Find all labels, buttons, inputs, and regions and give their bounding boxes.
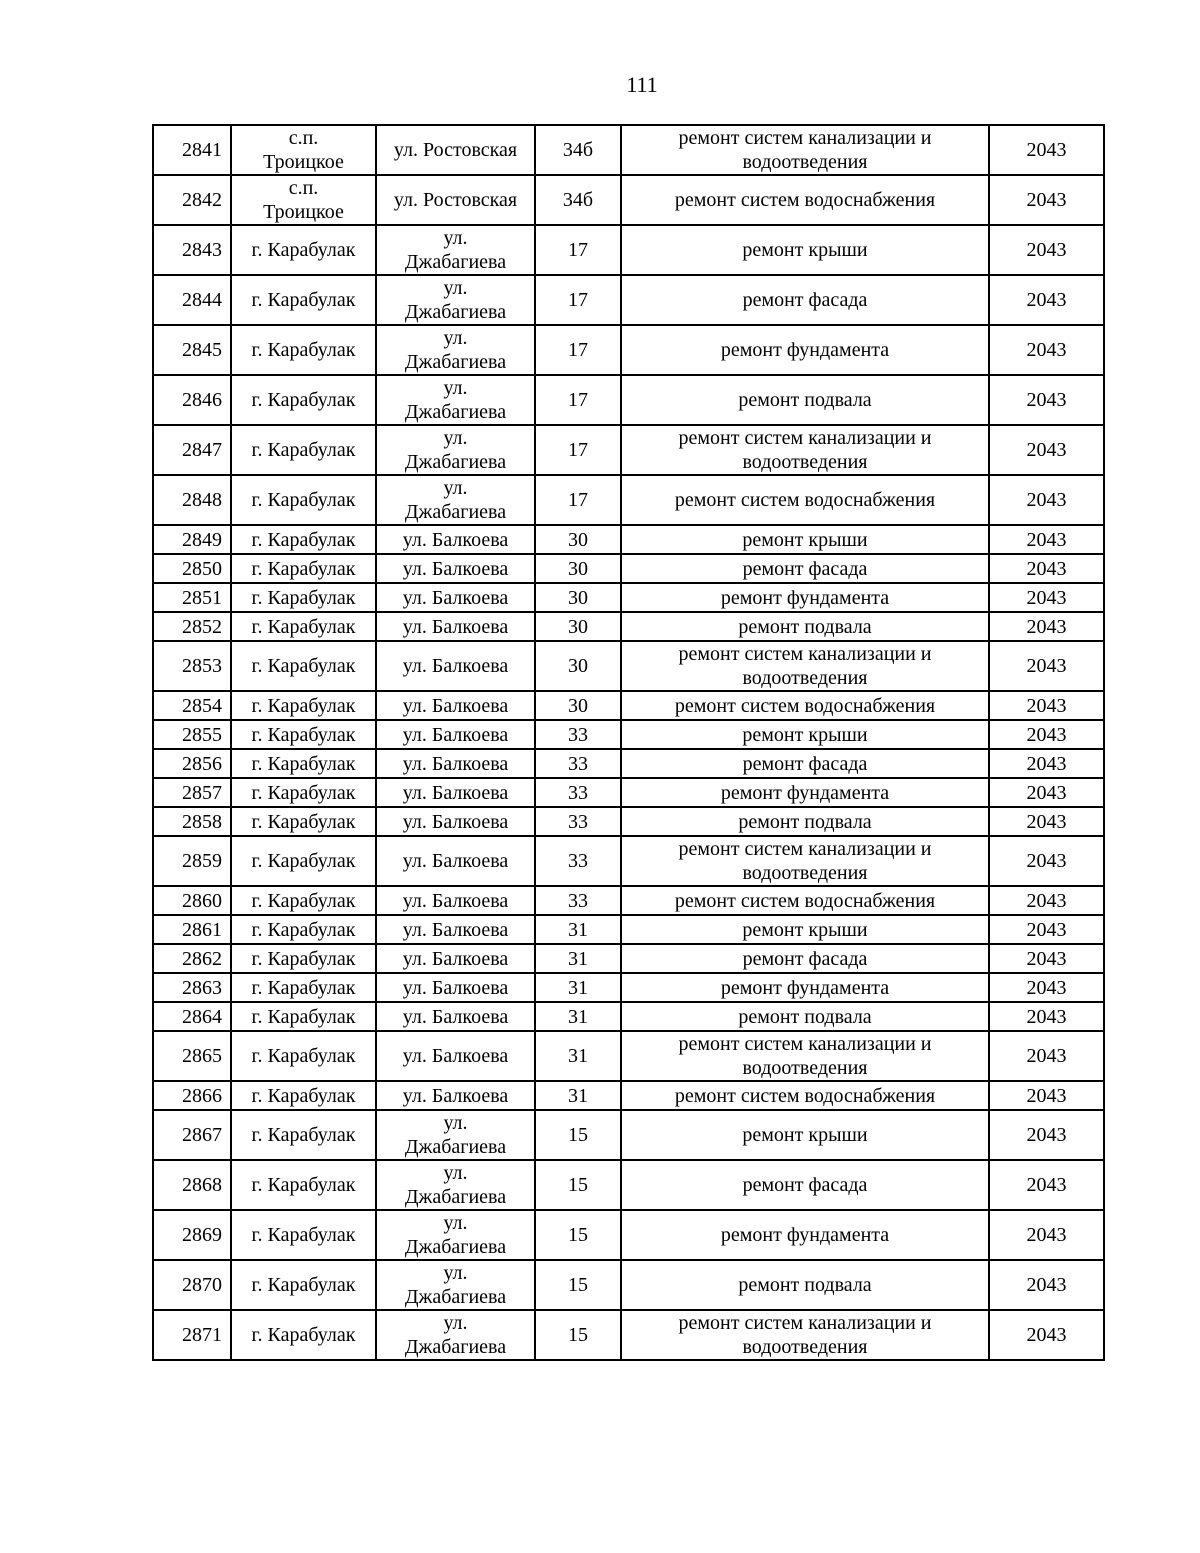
house-number-cell: 15 <box>535 1310 621 1360</box>
house-number-cell: 33 <box>535 886 621 915</box>
street-cell: ул. Джабагиева <box>376 475 535 525</box>
settlement-cell: г. Карабулак <box>231 1310 376 1360</box>
year-cell: 2043 <box>989 583 1104 612</box>
settlement-cell: г. Карабулак <box>231 915 376 944</box>
street-cell: ул. Джабагиева <box>376 325 535 375</box>
table-row <box>153 1081 1104 1110</box>
work-type-cell: ремонт фундамента <box>621 973 989 1002</box>
work-type-cell: ремонт систем канализации и водоотведения <box>621 425 989 475</box>
row-number: 2850 <box>153 554 231 583</box>
table-row <box>153 915 1104 944</box>
row-number: 2864 <box>153 1002 231 1031</box>
settlement-cell: г. Карабулак <box>231 1110 376 1160</box>
year-cell: 2043 <box>989 1002 1104 1031</box>
settlement-cell: г. Карабулак <box>231 807 376 836</box>
work-type-cell: ремонт фасада <box>621 1160 989 1210</box>
house-number-cell: 33 <box>535 749 621 778</box>
table-row <box>153 1031 1104 1081</box>
table-row <box>153 225 1104 275</box>
house-number-cell: 31 <box>535 1031 621 1081</box>
work-type-cell: ремонт крыши <box>621 915 989 944</box>
settlement-cell: г. Карабулак <box>231 425 376 475</box>
work-type-cell: ремонт систем водоснабжения <box>621 175 989 225</box>
table-row <box>153 275 1104 325</box>
row-number: 2858 <box>153 807 231 836</box>
house-number-cell: 17 <box>535 275 621 325</box>
table-row <box>153 886 1104 915</box>
house-number-cell: 30 <box>535 525 621 554</box>
street-cell: ул. Джабагиева <box>376 375 535 425</box>
street-cell: ул. Балкоева <box>376 583 535 612</box>
year-cell: 2043 <box>989 749 1104 778</box>
settlement-cell: г. Карабулак <box>231 944 376 973</box>
year-cell: 2043 <box>989 1260 1104 1310</box>
work-type-cell: ремонт систем водоснабжения <box>621 691 989 720</box>
year-cell: 2043 <box>989 807 1104 836</box>
street-cell: ул. Балкоева <box>376 691 535 720</box>
house-number-cell: 33 <box>535 720 621 749</box>
work-type-cell: ремонт фасада <box>621 944 989 973</box>
street-cell: ул. Ростовская <box>376 175 535 225</box>
house-number-cell: 17 <box>535 425 621 475</box>
table-row <box>153 554 1104 583</box>
row-number: 2871 <box>153 1310 231 1360</box>
table-row <box>153 973 1104 1002</box>
table-row <box>153 641 1104 691</box>
table-row <box>153 1210 1104 1260</box>
work-type-cell: ремонт систем водоснабжения <box>621 475 989 525</box>
street-cell: ул. Балкоева <box>376 1081 535 1110</box>
settlement-cell: г. Карабулак <box>231 691 376 720</box>
table-row <box>153 175 1104 225</box>
house-number-cell: 15 <box>535 1110 621 1160</box>
row-number: 2852 <box>153 612 231 641</box>
work-type-cell: ремонт фундамента <box>621 1210 989 1260</box>
house-number-cell: 31 <box>535 973 621 1002</box>
settlement-cell: г. Карабулак <box>231 973 376 1002</box>
street-cell: ул. Джабагиева <box>376 1160 535 1210</box>
row-number: 2847 <box>153 425 231 475</box>
settlement-cell: г. Карабулак <box>231 1081 376 1110</box>
street-cell: ул. Балкоева <box>376 641 535 691</box>
year-cell: 2043 <box>989 641 1104 691</box>
row-number: 2843 <box>153 225 231 275</box>
table-row <box>153 325 1104 375</box>
table-row <box>153 612 1104 641</box>
settlement-cell: г. Карабулак <box>231 836 376 886</box>
street-cell: ул. Балкоева <box>376 1002 535 1031</box>
work-type-cell: ремонт систем канализации и водоотведения <box>621 836 989 886</box>
settlement-cell: г. Карабулак <box>231 225 376 275</box>
street-cell: ул. Балкоева <box>376 886 535 915</box>
house-number-cell: 30 <box>535 691 621 720</box>
work-type-cell: ремонт подвала <box>621 375 989 425</box>
work-type-cell: ремонт фундамента <box>621 583 989 612</box>
year-cell: 2043 <box>989 1081 1104 1110</box>
work-type-cell: ремонт подвала <box>621 807 989 836</box>
repair-schedule-table <box>152 124 1105 1361</box>
settlement-cell: г. Карабулак <box>231 612 376 641</box>
year-cell: 2043 <box>989 973 1104 1002</box>
house-number-cell: 30 <box>535 583 621 612</box>
house-number-cell: 34б <box>535 125 621 175</box>
settlement-cell: с.п. Троицкое <box>231 175 376 225</box>
house-number-cell: 33 <box>535 836 621 886</box>
table-row <box>153 749 1104 778</box>
row-number: 2851 <box>153 583 231 612</box>
table-row <box>153 125 1104 175</box>
street-cell: ул. Джабагиева <box>376 1310 535 1360</box>
table-row <box>153 778 1104 807</box>
table-row <box>153 1160 1104 1210</box>
settlement-cell: г. Карабулак <box>231 778 376 807</box>
row-number: 2866 <box>153 1081 231 1110</box>
year-cell: 2043 <box>989 886 1104 915</box>
house-number-cell: 31 <box>535 915 621 944</box>
table-row <box>153 1002 1104 1031</box>
settlement-cell: г. Карабулак <box>231 1031 376 1081</box>
work-type-cell: ремонт фундамента <box>621 325 989 375</box>
table-row <box>153 836 1104 886</box>
work-type-cell: ремонт крыши <box>621 1110 989 1160</box>
street-cell: ул. Джабагиева <box>376 225 535 275</box>
street-cell: ул. Балкоева <box>376 612 535 641</box>
table-row <box>153 720 1104 749</box>
year-cell: 2043 <box>989 720 1104 749</box>
table-row <box>153 425 1104 475</box>
table-row <box>153 475 1104 525</box>
year-cell: 2043 <box>989 275 1104 325</box>
settlement-cell: г. Карабулак <box>231 886 376 915</box>
house-number-cell: 31 <box>535 1081 621 1110</box>
work-type-cell: ремонт систем водоснабжения <box>621 886 989 915</box>
settlement-cell: г. Карабулак <box>231 749 376 778</box>
street-cell: ул. Балкоева <box>376 915 535 944</box>
row-number: 2845 <box>153 325 231 375</box>
table-row <box>153 944 1104 973</box>
settlement-cell: г. Карабулак <box>231 375 376 425</box>
row-number: 2862 <box>153 944 231 973</box>
table-row <box>153 807 1104 836</box>
settlement-cell: г. Карабулак <box>231 475 376 525</box>
row-number: 2865 <box>153 1031 231 1081</box>
street-cell: ул. Балкоева <box>376 749 535 778</box>
settlement-cell: г. Карабулак <box>231 720 376 749</box>
page-number: 111 <box>626 72 658 97</box>
row-number: 2848 <box>153 475 231 525</box>
house-number-cell: 15 <box>535 1260 621 1310</box>
settlement-cell: г. Карабулак <box>231 1260 376 1310</box>
house-number-cell: 33 <box>535 778 621 807</box>
work-type-cell: ремонт подвала <box>621 612 989 641</box>
street-cell: ул. Балкоева <box>376 778 535 807</box>
row-number: 2841 <box>153 125 231 175</box>
year-cell: 2043 <box>989 915 1104 944</box>
street-cell: ул. Балкоева <box>376 1031 535 1081</box>
street-cell: ул. Ростовская <box>376 125 535 175</box>
house-number-cell: 34б <box>535 175 621 225</box>
row-number: 2870 <box>153 1260 231 1310</box>
house-number-cell: 15 <box>535 1210 621 1260</box>
house-number-cell: 30 <box>535 554 621 583</box>
settlement-cell: г. Карабулак <box>231 1210 376 1260</box>
year-cell: 2043 <box>989 1310 1104 1360</box>
year-cell: 2043 <box>989 778 1104 807</box>
house-number-cell: 30 <box>535 641 621 691</box>
house-number-cell: 17 <box>535 475 621 525</box>
house-number-cell: 31 <box>535 944 621 973</box>
work-type-cell: ремонт систем канализации и водоотведения <box>621 1310 989 1360</box>
house-number-cell: 33 <box>535 807 621 836</box>
street-cell: ул. Балкоева <box>376 554 535 583</box>
work-type-cell: ремонт подвала <box>621 1260 989 1310</box>
street-cell: ул. Балкоева <box>376 525 535 554</box>
year-cell: 2043 <box>989 225 1104 275</box>
row-number: 2860 <box>153 886 231 915</box>
year-cell: 2043 <box>989 475 1104 525</box>
work-type-cell: ремонт подвала <box>621 1002 989 1031</box>
table-row <box>153 583 1104 612</box>
street-cell: ул. Балкоева <box>376 807 535 836</box>
year-cell: 2043 <box>989 125 1104 175</box>
settlement-cell: г. Карабулак <box>231 641 376 691</box>
row-number: 2861 <box>153 915 231 944</box>
street-cell: ул. Джабагиева <box>376 1110 535 1160</box>
row-number: 2868 <box>153 1160 231 1210</box>
street-cell: ул. Балкоева <box>376 973 535 1002</box>
year-cell: 2043 <box>989 375 1104 425</box>
work-type-cell: ремонт фасада <box>621 554 989 583</box>
house-number-cell: 17 <box>535 375 621 425</box>
table-row <box>153 525 1104 554</box>
settlement-cell: г. Карабулак <box>231 525 376 554</box>
year-cell: 2043 <box>989 612 1104 641</box>
year-cell: 2043 <box>989 554 1104 583</box>
work-type-cell: ремонт систем водоснабжения <box>621 1081 989 1110</box>
settlement-cell: г. Карабулак <box>231 583 376 612</box>
house-number-cell: 30 <box>535 612 621 641</box>
street-cell: ул. Балкоева <box>376 944 535 973</box>
work-type-cell: ремонт крыши <box>621 525 989 554</box>
work-type-cell: ремонт фундамента <box>621 778 989 807</box>
work-type-cell: ремонт крыши <box>621 225 989 275</box>
year-cell: 2043 <box>989 1031 1104 1081</box>
row-number: 2869 <box>153 1210 231 1260</box>
row-number: 2855 <box>153 720 231 749</box>
settlement-cell: г. Карабулак <box>231 554 376 583</box>
work-type-cell: ремонт систем канализации и водоотведения <box>621 125 989 175</box>
year-cell: 2043 <box>989 325 1104 375</box>
year-cell: 2043 <box>989 944 1104 973</box>
year-cell: 2043 <box>989 425 1104 475</box>
work-type-cell: ремонт фасада <box>621 749 989 778</box>
year-cell: 2043 <box>989 1110 1104 1160</box>
year-cell: 2043 <box>989 175 1104 225</box>
table-row <box>153 1110 1104 1160</box>
row-number: 2849 <box>153 525 231 554</box>
year-cell: 2043 <box>989 691 1104 720</box>
row-number: 2846 <box>153 375 231 425</box>
settlement-cell: г. Карабулак <box>231 1160 376 1210</box>
table-row <box>153 375 1104 425</box>
street-cell: ул. Джабагиева <box>376 1260 535 1310</box>
settlement-cell: г. Карабулак <box>231 1002 376 1031</box>
settlement-cell: с.п. Троицкое <box>231 125 376 175</box>
house-number-cell: 15 <box>535 1160 621 1210</box>
street-cell: ул. Балкоева <box>376 720 535 749</box>
row-number: 2853 <box>153 641 231 691</box>
row-number: 2856 <box>153 749 231 778</box>
settlement-cell: г. Карабулак <box>231 275 376 325</box>
row-number: 2867 <box>153 1110 231 1160</box>
street-cell: ул. Балкоева <box>376 836 535 886</box>
table-row <box>153 691 1104 720</box>
row-number: 2844 <box>153 275 231 325</box>
row-number: 2857 <box>153 778 231 807</box>
house-number-cell: 17 <box>535 325 621 375</box>
house-number-cell: 17 <box>535 225 621 275</box>
street-cell: ул. Джабагиева <box>376 275 535 325</box>
row-number: 2842 <box>153 175 231 225</box>
row-number: 2859 <box>153 836 231 886</box>
work-type-cell: ремонт систем канализации и водоотведения <box>621 641 989 691</box>
table-row <box>153 1310 1104 1360</box>
table-row <box>153 1260 1104 1310</box>
street-cell: ул. Джабагиева <box>376 425 535 475</box>
settlement-cell: г. Карабулак <box>231 325 376 375</box>
street-cell: ул. Джабагиева <box>376 1210 535 1260</box>
year-cell: 2043 <box>989 525 1104 554</box>
work-type-cell: ремонт систем канализации и водоотведения <box>621 1031 989 1081</box>
year-cell: 2043 <box>989 1210 1104 1260</box>
year-cell: 2043 <box>989 1160 1104 1210</box>
row-number: 2863 <box>153 973 231 1002</box>
house-number-cell: 31 <box>535 1002 621 1031</box>
row-number: 2854 <box>153 691 231 720</box>
work-type-cell: ремонт фасада <box>621 275 989 325</box>
year-cell: 2043 <box>989 836 1104 886</box>
work-type-cell: ремонт крыши <box>621 720 989 749</box>
